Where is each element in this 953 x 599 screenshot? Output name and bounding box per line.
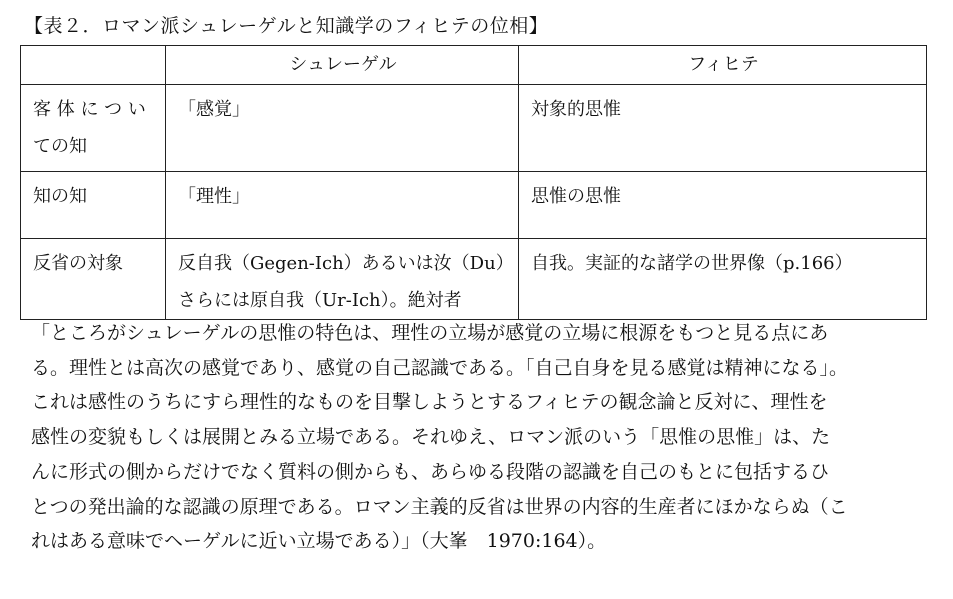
fichte-cell — [519, 172, 927, 239]
row-label-line: 反省の対象 — [33, 253, 123, 274]
quote-line: とつの発出論的な認識の原理である。ロマン主義的反省は世界の内容的生産者にほかならぬ（こ — [31, 495, 848, 518]
fichte-cell-line: 対象的思惟 — [531, 99, 621, 120]
fichte-cell-line: 思惟の思惟 — [531, 186, 621, 207]
header-cell-schlegel: シュレーゲル — [166, 46, 519, 85]
table-caption: 【表２．ロマン派シュレーゲルと知識学のフィヒテの位相】 — [24, 15, 549, 37]
fichte-cell — [519, 85, 927, 172]
schlegel-cell-line: 「理性」 — [178, 186, 250, 207]
quote-line: 「ところがシュレーゲルの思惟の特色は、理性の立場が感覚の立場に根源をもつと見る点にあ — [31, 322, 829, 344]
row-label-line: 客 体 に つ い — [33, 99, 146, 120]
header-cell-fichte: フィヒテ — [519, 46, 927, 85]
quote-line: れはある意味でヘーゲルに近い立場である）」（大峯 1970:164）。 — [31, 530, 607, 553]
quote-line: これは感性のうちにすら理性的なものを目撃しようとするフィヒテの観念論と反対に、理性を — [31, 391, 828, 414]
schlegel-cell-line: 「感覚」 — [178, 99, 250, 120]
schlegel-cell — [166, 85, 519, 172]
quote-line: んに形式の側からだけでなく質料の側からも、あらゆる段階の認識を自己のもとに包括するひ — [31, 460, 830, 483]
schlegel-cell-line: さらには原自我（Ur-Ich）。絶対者 — [178, 290, 462, 311]
quote-line: る。理性とは高次の感覚であり、感覚の自己認識である。「自己自身を見る感覚は精神になる」。 — [31, 356, 849, 379]
table-row — [21, 239, 927, 320]
schlegel-cell — [166, 172, 519, 239]
table-header-row — [21, 46, 927, 85]
row-label-line: ての知 — [33, 136, 87, 157]
schlegel-cell-line: 反自我（Gegen-Ich）あるいは汝（Du） — [178, 253, 514, 274]
fichte-cell — [519, 239, 927, 320]
row-label-cell — [21, 239, 166, 320]
table-row — [21, 85, 927, 172]
row-label-cell — [21, 172, 166, 239]
table-row — [21, 172, 927, 239]
comparison-table — [20, 45, 927, 320]
row-label-line: 知の知 — [33, 186, 87, 207]
header-cell-empty — [21, 46, 166, 85]
fichte-cell-line: 自我。実証的な諸学の世界像（p.166） — [531, 253, 853, 274]
quote-line: 感性の変貌もしくは展開とみる立場である。それゆえ、ロマン派のいう「思惟の思惟」は、た — [31, 426, 831, 449]
schlegel-cell — [166, 239, 519, 320]
quotation-paragraph — [31, 316, 911, 559]
row-label-cell — [21, 85, 166, 172]
